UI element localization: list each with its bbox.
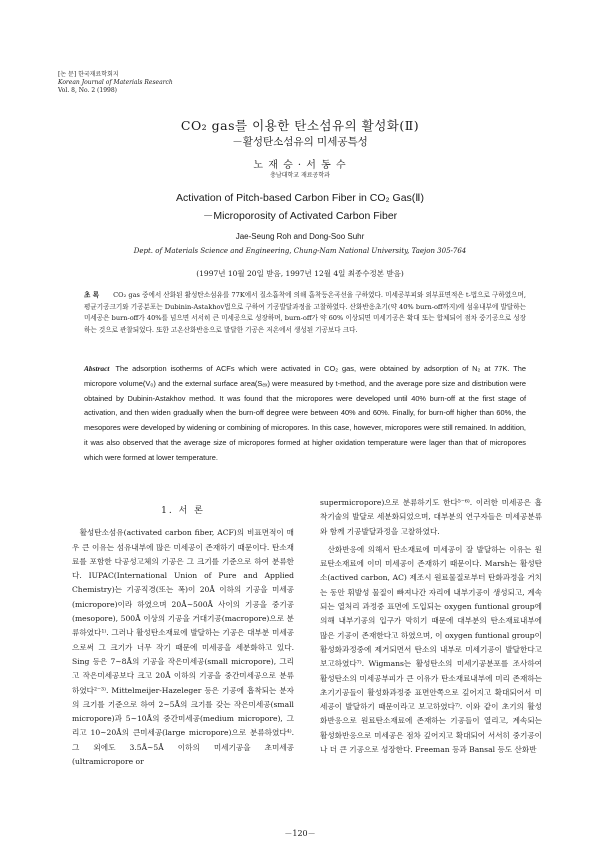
subtitle-korean: －활성탄소섬유의 미세공특성 — [232, 136, 368, 148]
affiliation-english: Dept. of Materials Science and Engineering, Chung-Nam National University, Taejon 305-764 — [133, 247, 467, 255]
section-heading-introduction: 1. 서 론 — [161, 506, 205, 516]
body-column-right — [320, 496, 542, 757]
body-column-left — [72, 496, 294, 769]
journal-volume: Vol. 8, No. 2 (1998) — [58, 87, 118, 94]
affiliation-korean: 충남대학교 재료공학과 — [270, 172, 330, 179]
journal-line-english: Korean Journal of Materials Research — [58, 79, 173, 86]
abstract-korean — [84, 290, 526, 336]
abstract-english-label: Abstract — [84, 364, 110, 373]
abstract-korean-label: 초 록 — [84, 291, 100, 299]
abstract-english-text: The adsorption isotherms of ACFs which were activated in CO₂ gas, were obtained by adsorption of N₂ at 77K. The micropore volume(V₀) and the external surface area(Sₑₓ) were measured by t-method, and the average pore size and distribution were obtained by Dubinin-Astakhov method. It was found that the micropores were developed until 40% burn-off at the first stage of activation, and then widen gradually when the burn-off degree were between 40% and 60%. Finally, for burn-off higher than 60%, the mesopores were developed by widening or combining of micropores. In this case, however, micropores were still remained. In addition, it was also observed that the average size of micropores formed at higher oxidation temperature were lager than that of micropores which were formed at lower temperature. — [84, 364, 526, 462]
journal-line-korean: [논 문] 한국재료학회지 — [58, 71, 119, 78]
intro-paragraph-continued: supermicropore)으로 분류하기도 한다⁵⁻⁶⁾. 이러한 미세공은 흡착기술의 발달로 세분화되었으며, 대부분의 연구자들은 미세공분류와 함께 기공발달과정을 고찰하였다. — [320, 498, 542, 536]
intro-paragraph-1: 활성탄소섬유(activated carbon fiber, ACF)의 비표면적이 매우 큰 이유는 섬유내부에 많은 미세공이 존재하기 때문이다. 탄소재료를 포함한 다공성고체의 기공은 그 크기를 기준으로 하여 분류한다. IUPAC(International Union of Pure and Applied Chemistry)는 기공직경(또는 폭)이 20Å 이하의 기공을 미세공(micropore)이라 하였으며 20Å~500Å 사이의 기공을 중기공(mesopore), 500Å 이상의 기공을 거대기공(macropore)으로 분류하였다¹⁾. 그러나 활성탄소재료에 발달하는 기공은 대부분 미세공으로써 그 크기가 너무 작기 때문에 미세공을 세분화하고 있다. Sing 등은 7~8Å의 기공을 작은미세공(small micropore), 그리고 작은미세공보다 크고 20Å 이하의 기공을 중간미세공으로 분류하였다²⁻³⁾. Mittelmeijer-Hazeleger 등은 기공에 흡착되는 분자의 크기를 기준으로 하여 2~5Å의 크기를 갖는 작은미세공(small micropore)과 5~10Å의 중간미세공(medium micropore), 그리고 10~20Å의 큰미세공(large micropore)으로 분류하였다⁴⁾. 그 외에도 3.5Å~5Å 이하의 미세기공을 초미세공(ultramicropore or — [72, 528, 294, 767]
received-dates: (1997년 10월 20일 받음, 1997년 12월 4일 최종수정본 받음) — [196, 269, 404, 278]
subtitle-english: －Microporosity of Activated Carbon Fiber — [202, 210, 398, 222]
title-korean: CO₂ gas를 이용한 탄소섬유의 활성화(Ⅱ) — [180, 118, 420, 133]
page-number: －120－ — [284, 829, 316, 838]
title-english: Activation of Pitch-based Carbon Fiber in CO₂ Gas(Ⅱ) — [176, 192, 424, 204]
abstract-english — [84, 362, 526, 466]
journal-header — [58, 71, 173, 95]
authors-korean: 노 재 승 · 서 동 수 — [253, 160, 347, 171]
abstract-korean-text: CO₂ gas 중에서 산화된 활성탄소섬유를 77K에서 질소흡착에 의해 흡착등온곡선을 구하였다. 미세공부피와 외부표면적은 t-법으로 구하였으며, 평균기공크기와 기공분포는 Dubinin-Astakhov법으로 구하여 기공발달과정을 고찰하였다. 산화반응초기(약 40% burn-off까지)에 섬유내부에 발달하는 미세공은 burn-off가 40%를 넘으면 서서히 큰 미세공으로 성장하며, burn-off가 약 60% 이상되면 미세기공은 확대 또는 합체되어 점차 중기공으로 성장하는 것으로 관찰되었다. 또한 고온산화반응으로 발달한 기공은 저온에서 생성된 기공보다 크다. — [84, 291, 526, 334]
intro-paragraph-2: 산화반응에 의해서 탄소재료에 미세공이 잘 발달하는 이유는 원료탄소재료에 이미 미세공이 존재하기 때문이다. Marsh는 활성탄소(actived carbon, AC) 제조시 원료물질로부터 탄화과정을 거치는 동안 휘발성 물질이 빠져나간 자리에 내부기공이 생성되고, 계속되는 열처리 과정중 표면에 도입되는 oxygen funtional group에 의해 내부기공의 입구가 막히기 때문에 대부분의 탄소재료내부에 많은 기공이 존재한다고 하였으며, 이 oxygen funtional group이 활성화과정중에 제거되면서 탄소의 내부로 미세기공이 발달한다고 보고하였다⁷⁾. Wigmans는 활성탄소의 미세기공분포를 조사하여 활성탄소의 미세공부피가 큰 이유가 탄소재료내부에 미리 존재하는 초기기공들이 활성화과정중 표면안쪽으로 깊어지고 확대되어서 미세공이 발달하기 때문이라고 보고하였다⁷⁾. 이와 같이 초기의 활성화반응으로 원료탄소재료에 존재하는 기공들이 열리고, 계속되는 활성화반응으로 미세공은 점차 깊어지고 확대되어 서서히 중기공이나 더 큰 기공으로 성장한다. Freeman 등과 Bansal 등도 산화반 — [320, 544, 542, 755]
authors-english: Jae-Seung Roh and Dong-Soo Suhr — [235, 232, 365, 241]
